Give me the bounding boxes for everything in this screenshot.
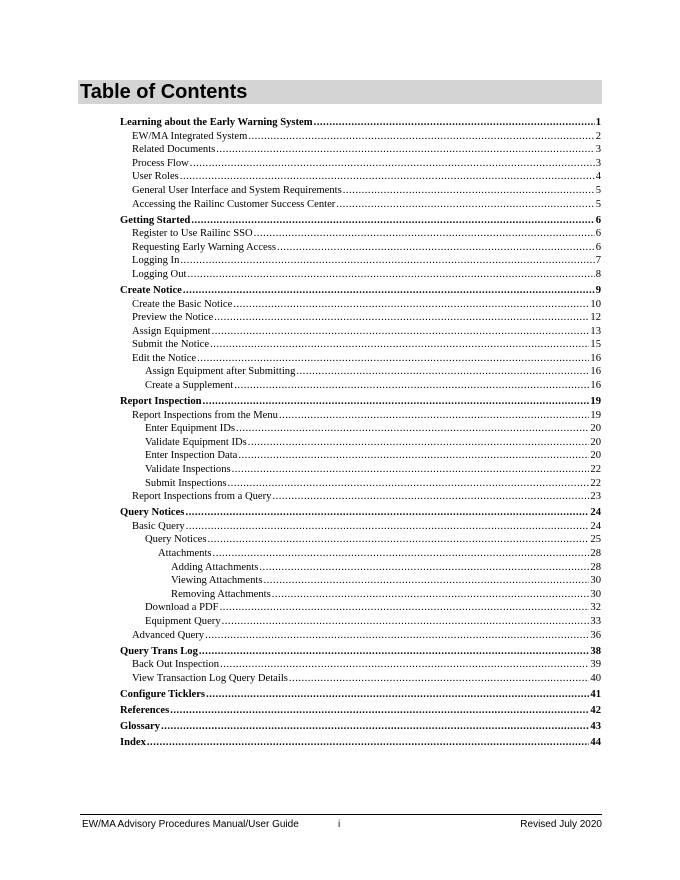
toc-dot-leader xyxy=(272,490,589,504)
toc-entry-title: Index xyxy=(120,736,146,748)
toc-entry-title: Attachments xyxy=(158,547,212,559)
toc-chapter-entry[interactable] xyxy=(120,688,601,702)
toc-dot-leader xyxy=(190,157,595,171)
toc-entry-title: User Roles xyxy=(132,171,179,183)
toc-entry-title: View Transaction Log Query Details xyxy=(132,672,288,684)
toc-section-entry[interactable] xyxy=(120,629,601,643)
toc-entry-title: Report Inspections from the Menu xyxy=(132,409,278,421)
toc-section-entry[interactable] xyxy=(120,601,601,615)
toc-entry-title: Create a Supplement xyxy=(145,380,234,392)
toc-dot-leader xyxy=(234,379,589,393)
toc-page-number: 20 xyxy=(590,423,601,435)
toc-dot-leader xyxy=(279,409,589,423)
toc-dot-leader xyxy=(205,629,589,643)
toc-entry-title: Edit the Notice xyxy=(132,352,197,364)
toc-page-number: 9 xyxy=(595,284,601,296)
toc-page-number: 16 xyxy=(590,366,601,378)
toc-page-number: 23 xyxy=(590,491,601,503)
footer-document-title: EW/MA Advisory Procedures Manual/User Guide xyxy=(82,819,299,830)
toc-page-number: 19 xyxy=(590,409,601,421)
toc-dot-leader xyxy=(203,395,590,409)
toc-page-number: 3 xyxy=(595,144,601,156)
toc-entry-title: Submit Inspections xyxy=(145,477,227,489)
toc-page-number: 16 xyxy=(590,380,601,392)
toc-dot-leader xyxy=(216,143,594,157)
toc-dot-leader xyxy=(213,547,590,561)
toc-page-number: 44 xyxy=(590,736,601,748)
toc-section-entry[interactable] xyxy=(120,157,601,171)
toc-dot-leader xyxy=(197,352,589,366)
toc-entry-title: Configure Ticklers xyxy=(120,688,206,700)
toc-page-number: 28 xyxy=(590,547,601,559)
toc-section-entry[interactable] xyxy=(120,143,601,157)
toc-page-number: 32 xyxy=(590,602,601,614)
toc-entry-title: General User Interface and System Requirements xyxy=(132,184,342,196)
toc-entry-title: Enter Equipment IDs xyxy=(145,423,236,435)
footer-page-number: i xyxy=(338,819,341,830)
toc-page-number: 38 xyxy=(590,645,601,657)
toc-chapter-entry[interactable] xyxy=(120,395,601,409)
toc-dot-leader xyxy=(210,338,589,352)
toc-page-number: 24 xyxy=(590,507,601,519)
toc-page-number: 13 xyxy=(590,325,601,337)
toc-section-entry[interactable] xyxy=(120,227,601,241)
toc-section-entry[interactable] xyxy=(120,422,601,436)
toc-section-entry[interactable] xyxy=(120,547,601,561)
toc-dot-leader xyxy=(238,449,589,463)
toc-page-number: 15 xyxy=(590,339,601,351)
toc-page-number: 6 xyxy=(595,228,601,240)
toc-section-entry[interactable] xyxy=(120,449,601,463)
table-of-contents xyxy=(120,116,601,749)
toc-entry-title: Download a PDF xyxy=(145,602,219,614)
toc-page-number: 2 xyxy=(595,130,601,142)
toc-entry-title: Assign Equipment xyxy=(132,325,211,337)
toc-page-number: 42 xyxy=(590,704,601,716)
toc-dot-leader xyxy=(254,227,595,241)
toc-page-number: 33 xyxy=(590,615,601,627)
toc-entry-title: Query Notices xyxy=(120,507,185,519)
toc-dot-leader xyxy=(220,601,590,615)
toc-entry-title: Process Flow xyxy=(132,157,189,169)
toc-section-entry[interactable] xyxy=(120,254,601,268)
toc-chapter-entry[interactable] xyxy=(120,506,601,520)
toc-entry-title: Basic Query xyxy=(132,520,185,532)
toc-entry-title: Report Inspection xyxy=(120,396,202,408)
toc-page-number: 4 xyxy=(595,171,601,183)
toc-entry-title: Preview the Notice xyxy=(132,312,214,324)
toc-page-number: 30 xyxy=(590,575,601,587)
toc-page-number: 20 xyxy=(590,450,601,462)
toc-chapter-entry[interactable] xyxy=(120,284,601,298)
toc-dot-leader xyxy=(222,615,590,629)
toc-entry-title: Advanced Query xyxy=(132,629,205,641)
toc-dot-leader xyxy=(183,284,595,298)
toc-entry-title: Getting Started xyxy=(120,214,191,226)
toc-page-number: 36 xyxy=(590,629,601,641)
toc-dot-leader xyxy=(296,365,589,379)
toc-dot-leader xyxy=(233,298,589,312)
toc-dot-leader xyxy=(214,311,589,325)
toc-entry-title: Query Notices xyxy=(145,534,207,546)
toc-chapter-entry[interactable] xyxy=(120,720,601,734)
toc-section-entry[interactable] xyxy=(120,130,601,144)
toc-page-number: 39 xyxy=(590,659,601,671)
toc-page-number: 19 xyxy=(590,396,601,408)
toc-page-number: 10 xyxy=(590,298,601,310)
toc-dot-leader xyxy=(248,130,594,144)
toc-dot-leader xyxy=(263,574,589,588)
toc-section-entry[interactable] xyxy=(120,241,601,255)
toc-dot-leader xyxy=(343,184,595,198)
toc-section-entry[interactable] xyxy=(120,198,601,212)
toc-entry-title: Back Out Inspection xyxy=(132,659,220,671)
toc-entry-title: Logging In xyxy=(132,255,180,267)
page-footer xyxy=(80,814,602,830)
toc-entry-title: Validate Inspections xyxy=(145,464,231,476)
toc-page-number: 5 xyxy=(595,198,601,210)
toc-dot-leader xyxy=(147,736,590,750)
toc-section-entry[interactable] xyxy=(120,325,601,339)
toc-entry-title: Logging Out xyxy=(132,268,187,280)
toc-section-entry[interactable] xyxy=(120,298,601,312)
toc-entry-title: Adding Attachments xyxy=(171,561,259,573)
toc-dot-leader xyxy=(212,325,590,339)
toc-entry-title: Removing Attachments xyxy=(171,588,271,600)
toc-page-number: 28 xyxy=(590,561,601,573)
toc-page-number: 22 xyxy=(590,477,601,489)
toc-section-entry[interactable] xyxy=(120,352,601,366)
toc-dot-leader xyxy=(336,198,594,212)
toc-section-entry[interactable] xyxy=(120,184,601,198)
toc-page-number: 16 xyxy=(590,352,601,364)
toc-page-number: 3 xyxy=(595,157,601,169)
toc-entry-title: Accessing the Railinc Customer Success Center xyxy=(132,198,336,210)
toc-page-number: 1 xyxy=(595,117,601,128)
toc-page-number: 22 xyxy=(590,464,601,476)
toc-section-entry[interactable] xyxy=(120,615,601,629)
toc-entry-title: Requesting Early Warning Access xyxy=(132,241,276,253)
toc-dot-leader xyxy=(289,672,590,686)
toc-entry-title: Glossary xyxy=(120,720,161,732)
toc-dot-leader xyxy=(206,688,589,702)
toc-chapter-entry[interactable] xyxy=(120,214,601,228)
toc-section-entry[interactable] xyxy=(120,170,601,184)
toc-section-entry[interactable] xyxy=(120,588,601,602)
toc-dot-leader xyxy=(199,645,590,659)
toc-section-entry[interactable] xyxy=(120,658,601,672)
toc-dot-leader xyxy=(232,463,590,477)
toc-entry-title: References xyxy=(120,704,170,716)
toc-dot-leader xyxy=(186,520,590,534)
toc-section-entry[interactable] xyxy=(120,365,601,379)
toc-section-entry[interactable] xyxy=(120,533,601,547)
toc-page-number: 7 xyxy=(595,255,601,267)
toc-dot-leader xyxy=(228,477,590,491)
toc-chapter-entry[interactable] xyxy=(120,116,601,130)
toc-page-number: 6 xyxy=(595,214,601,226)
toc-page-number: 12 xyxy=(590,312,601,324)
toc-dot-leader xyxy=(207,533,589,547)
toc-section-entry[interactable] xyxy=(120,490,601,504)
toc-chapter-entry[interactable] xyxy=(120,645,601,659)
toc-entry-title: Equipment Query xyxy=(145,615,221,627)
toc-chapter-entry[interactable] xyxy=(120,704,601,718)
toc-section-entry[interactable] xyxy=(120,561,601,575)
toc-section-entry[interactable] xyxy=(120,463,601,477)
toc-page-number: 40 xyxy=(590,672,601,684)
toc-section-entry[interactable] xyxy=(120,436,601,450)
toc-page-number: 24 xyxy=(590,520,601,532)
toc-entry-title: Submit the Notice xyxy=(132,339,210,351)
toc-section-entry[interactable] xyxy=(120,477,601,491)
toc-entry-title: Learning about the Early Warning System xyxy=(120,117,313,128)
toc-page-number: 41 xyxy=(590,688,601,700)
toc-section-entry[interactable] xyxy=(120,409,601,423)
toc-section-entry[interactable] xyxy=(120,379,601,393)
toc-dot-leader xyxy=(185,506,589,520)
toc-entry-title: Enter Inspection Data xyxy=(145,450,238,462)
toc-page-number: 20 xyxy=(590,436,601,448)
toc-dot-leader xyxy=(220,658,589,672)
toc-section-entry[interactable] xyxy=(120,268,601,282)
toc-dot-leader xyxy=(187,268,594,282)
toc-section-entry[interactable] xyxy=(120,311,601,325)
page-title: Table of Contents xyxy=(78,80,602,104)
toc-entry-title: Create Notice xyxy=(120,284,182,296)
toc-dot-leader xyxy=(272,588,590,602)
toc-entry-title: Report Inspections from a Query xyxy=(132,491,272,503)
toc-dot-leader xyxy=(191,214,594,228)
toc-dot-leader xyxy=(236,422,589,436)
toc-dot-leader xyxy=(180,170,595,184)
toc-entry-title: Assign Equipment after Submitting xyxy=(145,366,296,378)
toc-dot-leader xyxy=(314,116,595,130)
toc-entry-title: Register to Use Railinc SSO xyxy=(132,228,253,240)
toc-entry-title: EW/MA Integrated System xyxy=(132,130,248,142)
toc-dot-leader xyxy=(180,254,594,268)
toc-entry-title: Create the Basic Notice xyxy=(132,298,233,310)
toc-dot-leader xyxy=(259,561,589,575)
toc-entry-title: Query Trans Log xyxy=(120,645,198,657)
toc-page-number: 6 xyxy=(595,241,601,253)
toc-page-number: 30 xyxy=(590,588,601,600)
toc-section-entry[interactable] xyxy=(120,574,601,588)
toc-section-entry[interactable] xyxy=(120,520,601,534)
toc-page-number: 8 xyxy=(595,268,601,280)
toc-page-number: 43 xyxy=(590,720,601,732)
toc-page-number: 5 xyxy=(595,184,601,196)
toc-dot-leader xyxy=(161,720,589,734)
toc-chapter-entry[interactable] xyxy=(120,736,601,750)
toc-section-entry[interactable] xyxy=(120,672,601,686)
toc-entry-title: Validate Equipment IDs xyxy=(145,436,247,448)
toc-dot-leader xyxy=(277,241,595,255)
toc-dot-leader xyxy=(248,436,590,450)
toc-entry-title: Viewing Attachments xyxy=(171,575,263,587)
toc-page-number: 25 xyxy=(590,534,601,546)
toc-dot-leader xyxy=(170,704,589,718)
toc-entry-title: Related Documents xyxy=(132,144,216,156)
toc-section-entry[interactable] xyxy=(120,338,601,352)
footer-revision-date: Revised July 2020 xyxy=(520,819,602,830)
